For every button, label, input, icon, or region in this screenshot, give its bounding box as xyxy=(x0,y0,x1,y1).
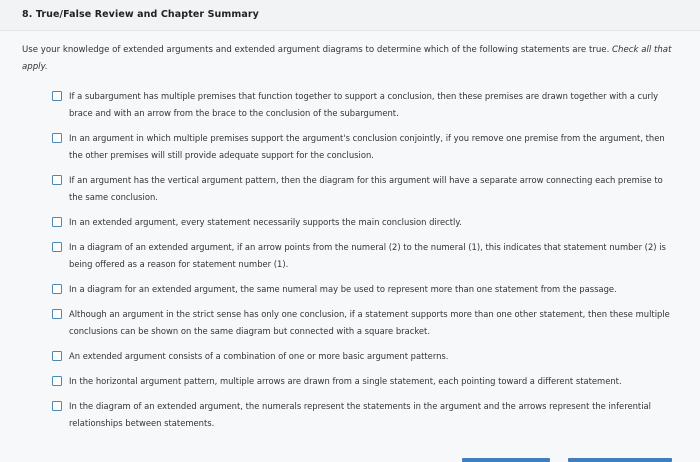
answer-option-text: An extended argument consists of a combination of one or more basic argument patterns. xyxy=(69,351,449,361)
instructions-emphasis: Check all that apply. xyxy=(22,45,672,72)
answer-option-text: Although an argument in the strict sense has only one conclusion, if a statement supports more than one other statement, then these multiple conclusions can be shown on the same diagram but connected with a square bracket. xyxy=(69,309,670,336)
answer-option-text: If a subargument has multiple premises that function together to support a conclusion, then these premises are drawn together with a curly brace and with an arrow from the brace to the conclusion of the subargument. xyxy=(69,91,659,118)
answer-option-text: In a diagram of an extended argument, if an arrow points from the numeral (2) to the numeral (1), this indicates that statement number (2) is being offered as a reason for statement number (1). xyxy=(69,242,666,269)
checkbox-icon[interactable] xyxy=(52,133,62,143)
answer-option[interactable] xyxy=(52,130,672,164)
answer-option-text: In the horizontal argument pattern, multiple arrows are drawn from a single statement, each pointing toward a different statement. xyxy=(69,376,622,386)
instructions-text: Use your knowledge of extended arguments and extended argument diagrams to determine which of the following statements are true. xyxy=(22,45,610,55)
answer-option[interactable] xyxy=(52,239,672,273)
answer-option[interactable] xyxy=(52,306,672,340)
answer-option-text: If an argument has the vertical argument pattern, then the diagram for this argument will have a separate arrow connecting each premise to the same conclusion. xyxy=(69,175,663,202)
answer-option[interactable] xyxy=(52,214,672,231)
checkbox-icon[interactable] xyxy=(52,175,62,185)
checkbox-icon[interactable] xyxy=(52,376,62,386)
answer-option[interactable] xyxy=(52,348,672,365)
answer-option-text: In an argument in which multiple premises support the argument's conclusion conjointly, if you remove one premise from the argument, then the other premises will still provide adequate support for the conclusion. xyxy=(69,133,665,160)
grade-button-edge[interactable] xyxy=(462,458,550,462)
answer-option[interactable] xyxy=(52,398,672,432)
answer-option-text: In the diagram of an extended argument, the numerals represent the statements in the argument and the arrows represent the inferential relationships between statements. xyxy=(69,401,651,428)
answer-option[interactable] xyxy=(52,88,672,122)
answer-options-list xyxy=(52,88,672,440)
checkbox-icon[interactable] xyxy=(52,309,62,319)
answer-option[interactable] xyxy=(52,172,672,206)
answer-option-text: In a diagram for an extended argument, the same numeral may be used to represent more than one statement from the passage. xyxy=(69,284,617,294)
checkbox-icon[interactable] xyxy=(52,401,62,411)
save-button-edge[interactable] xyxy=(568,458,672,462)
question-instructions xyxy=(22,42,686,76)
checkbox-icon[interactable] xyxy=(52,91,62,101)
answer-option[interactable] xyxy=(52,373,672,390)
answer-option-text: In an extended argument, every statement necessarily supports the main conclusion directly. xyxy=(69,217,462,227)
checkbox-icon[interactable] xyxy=(52,351,62,361)
checkbox-icon[interactable] xyxy=(52,242,62,252)
answer-option[interactable] xyxy=(52,281,672,298)
checkbox-icon[interactable] xyxy=(52,217,62,227)
checkbox-icon[interactable] xyxy=(52,284,62,294)
question-title: 8. True/False Review and Chapter Summary xyxy=(22,9,259,20)
